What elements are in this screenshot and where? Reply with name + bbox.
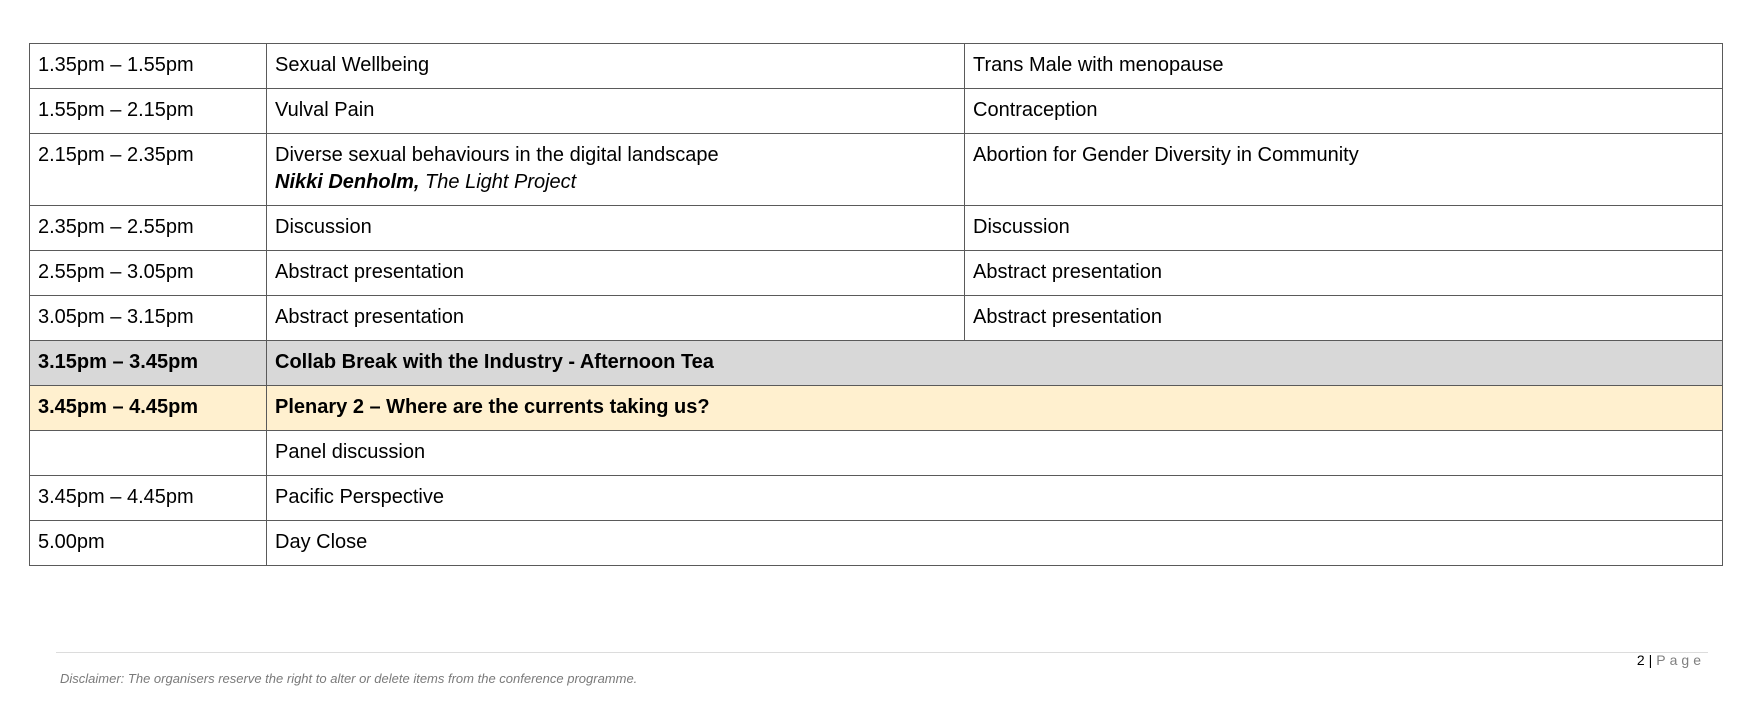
table-row: [30, 431, 1723, 476]
session-cell: Panel discussion: [267, 431, 1723, 476]
session-b-cell: Abstract presentation: [965, 296, 1723, 341]
page-number: [1637, 652, 1705, 668]
session-title: Diverse sexual behaviours in the digital landscape: [275, 144, 719, 166]
table-row: [30, 521, 1723, 566]
session-a-cell: Abstract presentation: [267, 296, 965, 341]
time-cell: 5.00pm: [30, 521, 267, 566]
plenary-row: [30, 386, 1723, 431]
table-row: [30, 296, 1723, 341]
speaker-organisation: The Light Project: [425, 171, 577, 193]
session-a-cell: [267, 134, 965, 206]
time-cell: [30, 431, 267, 476]
time-cell: 3.05pm – 3.15pm: [30, 296, 267, 341]
page-separator: |: [1648, 652, 1653, 668]
disclaimer-text: Disclaimer: The organisers reserve the right to alter or delete items from the conference programme.: [60, 671, 638, 686]
plenary-title-cell: Plenary 2 – Where are the currents taking us?: [267, 386, 1723, 431]
time-cell: 3.45pm – 4.45pm: [30, 386, 267, 431]
time-cell: 1.55pm – 2.15pm: [30, 89, 267, 134]
page-number-value: 2: [1636, 652, 1645, 668]
page-label: Page: [1656, 652, 1705, 668]
table-row: [30, 44, 1723, 89]
time-cell: 2.15pm – 2.35pm: [30, 134, 267, 206]
table-row: [30, 206, 1723, 251]
session-b-cell: Discussion: [965, 206, 1723, 251]
speaker-name: Nikki Denholm,: [275, 171, 420, 193]
session-a-cell: Abstract presentation: [267, 251, 965, 296]
time-cell: 3.15pm – 3.45pm: [30, 341, 267, 386]
schedule-table: [29, 43, 1723, 566]
time-cell: 2.55pm – 3.05pm: [30, 251, 267, 296]
session-cell: Pacific Perspective: [267, 476, 1723, 521]
speaker-line: [275, 169, 956, 196]
time-cell: 2.35pm – 2.55pm: [30, 206, 267, 251]
table-row: [30, 476, 1723, 521]
session-b-cell: Abortion for Gender Diversity in Community: [965, 134, 1723, 206]
break-row: [30, 341, 1723, 386]
table-row: [30, 251, 1723, 296]
session-b-cell: Abstract presentation: [965, 251, 1723, 296]
session-b-cell: Contraception: [965, 89, 1723, 134]
time-cell: 1.35pm – 1.55pm: [30, 44, 267, 89]
table-row: [30, 89, 1723, 134]
session-b-cell: Trans Male with menopause: [965, 44, 1723, 89]
table-row: [30, 134, 1723, 206]
session-cell: Day Close: [267, 521, 1723, 566]
break-title-cell: Collab Break with the Industry - Afternoon Tea: [267, 341, 1723, 386]
session-a-cell: Sexual Wellbeing: [267, 44, 965, 89]
session-a-cell: Vulval Pain: [267, 89, 965, 134]
footer-divider: [56, 652, 1708, 653]
time-cell: 3.45pm – 4.45pm: [30, 476, 267, 521]
session-a-cell: Discussion: [267, 206, 965, 251]
